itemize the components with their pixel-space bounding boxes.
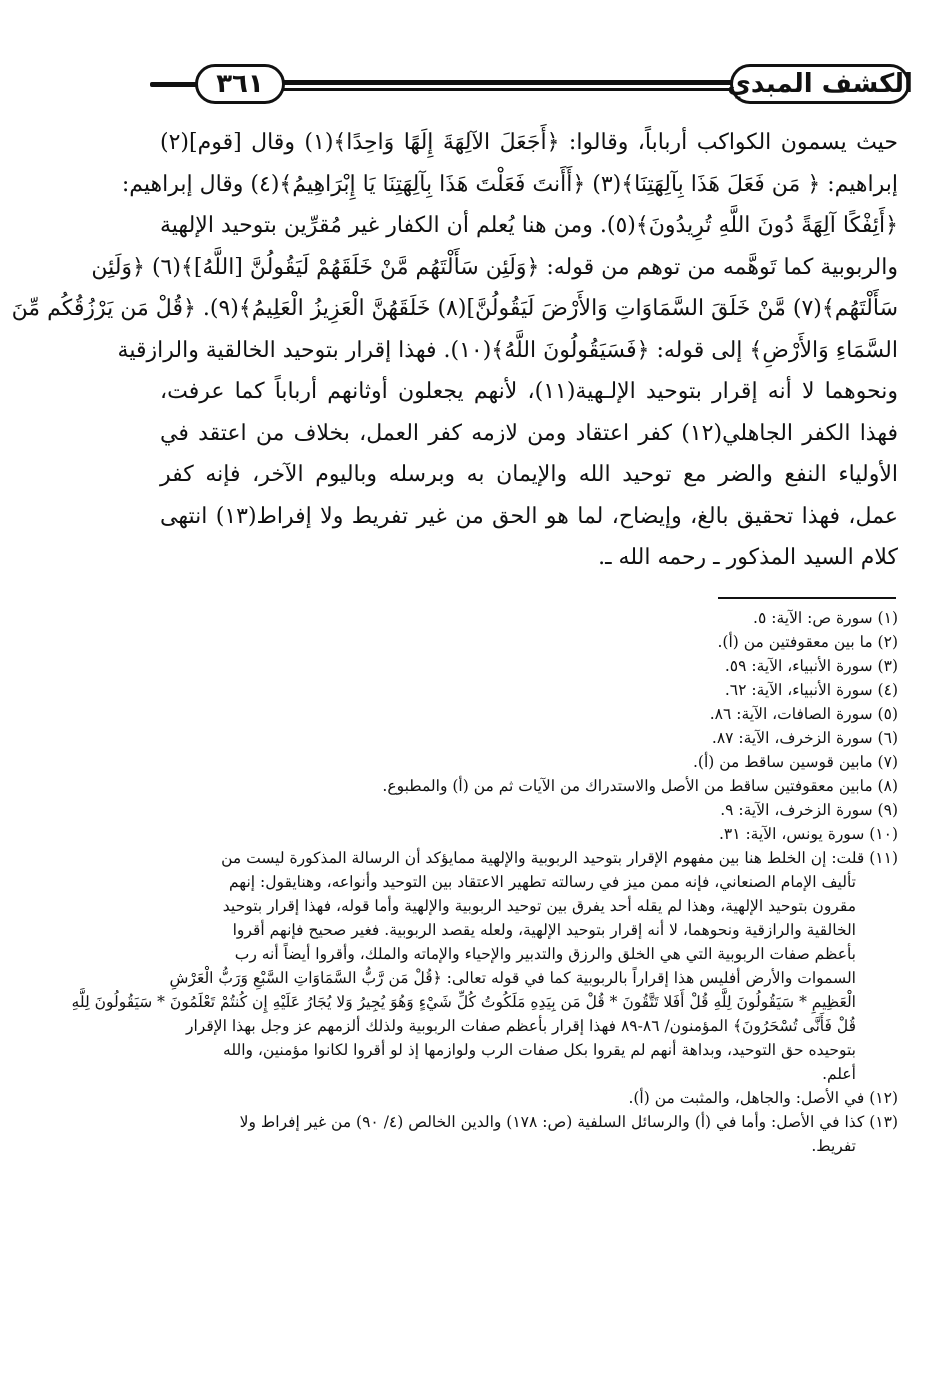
text-line: فهذا الكفر الجاهلي(١٢) كفر اعتقاد ومن لازمه كفر العمل، بخلاف من اعتقد في <box>160 420 899 446</box>
footnote: (١٠) سورة يونس، الآية: ٣١. <box>718 825 898 843</box>
page-number: ٣٦١ <box>216 69 264 99</box>
footnote-continuation: تأليف الإمام الصنعاني، فإنه ممن ميز في رسالته تطهير الاعتقاد بين التوحيد وأنواعه، وهنايقول: إنهم <box>228 873 856 891</box>
footnote-continuation: مقرون بتوحيد الإلهية، وهذا لم يقله أحد يفرق بين توحيد الربوبية والإلهية وأما قوله، فهذا إقرار بتوحيد <box>222 897 856 915</box>
header-rule-middle-thin <box>272 88 732 91</box>
page-number-frame <box>195 64 285 104</box>
footnote: (٣) سورة الأنبياء، الآية: ٥٩. <box>724 657 898 675</box>
footnote-continuation: قُلْ فَأَنَّى تُسْحَرُونَ﴾ المؤمنون/ ٨٦-٨٩ فهذا إقرار بأعظم صفات الربوبية ولذلك ألزمهم عز وجل بهذا الإقرار <box>186 1017 856 1035</box>
text-line: والربوبية كما تَوهَّمه من توهم من قوله: ﴿وَلَئِن سَأَلْتَهُم مَّنْ خَلَقَهُمْ لَيَقُولُنَّ [اللَّهُ]﴾(٦) ﴿وَلَئِن <box>91 254 898 280</box>
text-line: حيث يسمون الكواكب أرباباً، وقالوا: ﴿أَجَعَلَ الآلِهَةَ إِلَهًا وَاحِدًا﴾(١) وقال [قوم](٢) <box>160 130 898 155</box>
text-line: الأولياء النفع والضر مع توحيد الله والإيمان به وبرسله وباليوم الآخر، فإنه كفر <box>160 462 898 487</box>
text-line: ﴿أَئِفْكًا آلِهَةً دُونَ اللَّهِ تُرِيدُونَ﴾(٥). ومن هنا يُعلم أن الكفار غير مُقرِّين بتوحيد الإلهية <box>160 213 898 238</box>
footnote-separator <box>718 597 896 599</box>
footnote: (٤) سورة الأنبياء، الآية: ٦٢. <box>724 681 898 699</box>
footnote: (٦) سورة الزخرف، الآية: ٨٧. <box>711 729 898 747</box>
header-rule-middle <box>272 80 732 85</box>
book-title-frame <box>727 64 913 104</box>
footnote-continuation: الْعَظِيمِ * سَيَقُولُونَ لِلَّهِ قُلْ أَفَلا تَتَّقُونَ * قُلْ مَن بِيَدِهِ مَلَكُوتُ كُلِّ شَيْءٍ وَهُوَ يُجِيرُ وَلا يُجَارُ عَلَيْهِ إِن كُنتُمْ تَعْلَمُونَ * سَيَقُولُونَ لِلَّهِ <box>71 993 856 1011</box>
text-line: ونحوهما لا أنه إقرار بتوحيد الإلـهية(١١)، لأنهم يجعلون أوثانهم أرباباً كما عرفت، <box>160 379 899 404</box>
footnote: (١) سورة ص: الآية: ٥. <box>753 609 898 627</box>
footnote: (١١) قلت: إن الخلط هنا بين مفهوم الإقرار بتوحيد الربوبية والإلهية ممايؤكد أن الرسالة المذكورة ليست من <box>221 849 898 867</box>
footnote-continuation: الخالقية والرازقية ونحوهما، لا أنه إقرار بتوحيد الإلهية، ولعله يقصد الربوبية. فغير صحيح فإنهم أقروا <box>232 921 856 939</box>
footnote-continuation: أعلم. <box>822 1065 856 1083</box>
text-line: سَأَلْتَهُم﴾(٧) مَّنْ خَلَقَ السَّمَاوَاتِ وَالأَرْضَ لَيَقُولُنَّ](٨) خَلَقَهُنَّ الْعَزِيزُ الْعَلِيمُ﴾(٩). ﴿قُلْ مَن يَرْزُقُكُم مِّنَ <box>11 296 898 321</box>
footnote: (٧) مابين قوسين ساقط من (أ). <box>692 753 898 771</box>
footnote: (٨) مابين معقوفتين ساقط من الأصل والاستدراك من الآيات ثم من (أ) والمطبوع. <box>382 777 898 795</box>
footnote-continuation: السموات والأرض أفليس هذا إقراراً بالربوبية كما في قوله تعالى: ﴿قُلْ مَن رَّبُّ السَّمَاوَاتِ السَّبْعِ وَرَبُّ الْعَرْشِ <box>169 969 856 987</box>
text-line: السَّمَاءِ وَالأَرْضِ﴾ إلى قوله: ﴿فَسَيَقُولُونَ اللَّهُ﴾(١٠). فهذا إقرار بتوحيد الخالقية والرازقية <box>117 337 898 363</box>
book-title: الكشف المبدي <box>727 69 913 99</box>
text-line: كلام السيد المذكور ـ رحمه الله ـ. <box>598 545 898 570</box>
footnote: (١٣) كذا في الأصل: وأما في (أ) والرسائل السلفية (ص: ١٧٨) والدين الخالص (٤/ ٩٠) من غير إفراط ولا <box>239 1113 898 1131</box>
footnote: (١٢) في الأصل: والجاهل، والمثبت من (أ). <box>628 1089 898 1107</box>
footnote-continuation: تفريط. <box>811 1137 856 1155</box>
main-text <box>11 122 899 579</box>
text-line: إبراهيم: ﴿ مَن فَعَلَ هَذَا بِآلِهَتِنَا﴾(٣) ﴿أَأَنتَ فَعَلْتَ هَذَا بِآلِهَتِنَا يَا إِبْرَاهِيمُ﴾(٤) وقال إبراهيم: <box>121 171 898 197</box>
footnotes <box>71 606 898 1158</box>
footnote: (٩) سورة الزخرف، الآية: ٩. <box>720 801 898 819</box>
footnote: (٢) ما بين معقوفتين من (أ). <box>717 633 898 651</box>
page-header <box>150 62 913 112</box>
footnote-continuation: بتوحيده حق التوحيد، وبداهة أنهم لم يقروا بكل صفات الرب ولوازمها إذ لو أقروا لكانوا مؤمنين، والله <box>223 1041 856 1059</box>
footnote-continuation: بأعظم صفات الربوبية التي هي الخلق والرزق والتدبير والإحياء والإماته والملك، وأقروا أيضاً أنه رب <box>234 945 856 963</box>
text-line: عمل، فهذا تحقيق بالغ، وإيضاح، لما هو الحق من غير تفريط ولا إفراط(١٣) انتهى <box>160 503 898 529</box>
footnote: (٥) سورة الصافات، الآية: ٨٦. <box>709 705 898 723</box>
